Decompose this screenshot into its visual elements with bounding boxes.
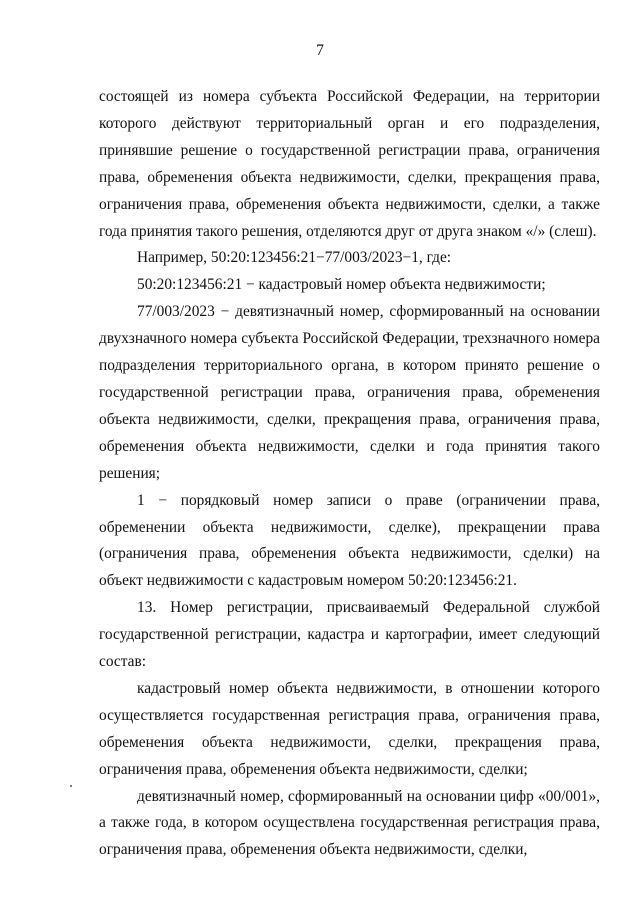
paragraph-cadastral-number: 50:20:123456:21 − кадастровый номер объекта недвижимости;	[137, 276, 546, 294]
margin-dot	[70, 785, 72, 787]
document-body	[99, 84, 600, 864]
paragraph-cadastral-component: кадастровый номер объекта недвижимости, в отношении которого осуществляется государственная регистрация права, ограничения права, обременения объекта недвижимости, сделки, прекращения права, ограничения права, обременения объекта недвижимости, сделки;	[99, 679, 600, 778]
paragraph-example: Например, 50:20:123456:21−77/003/2023−1, где:	[137, 249, 452, 267]
paragraph-continuation: состоящей из номера субъекта Российской Федерации, на территории которого действуют территориальный орган и его подразделения, принявшие решение о государственной регистрации права, ограничения права, обременения объекта недвижимости, сделки, прекращения права, ограничения права, обременения объекта недвижимости, сделки, а также года принятия такого решения, отделяются друг от друга знаком «/» (слеш).	[99, 88, 600, 240]
paragraph-sequence-number: 1 − порядковый номер записи о праве (ограничении права, обременении объекта недвижимости, сделке), прекращении права (ограничения права, обременения объекта недвижимости, сделки) на объект недвижимости с кадастровым номером 50:20:123456:21.	[99, 491, 600, 590]
paragraph-nine-digit-component: девятизначный номер, сформированный на основании цифр «00/001», а также года, в котором осуществлена государственная регистрация права, ограничения права, обременения объекта недвижимости, сделки,	[99, 787, 600, 859]
page-number: 7	[316, 42, 324, 59]
paragraph-nine-digit-number: 77/003/2023 − девятизначный номер, сформированный на основании двухзначного номера субъекта Российской Федерации, трехзначного номера подразделения территориального органа, в котором принято решение о государственной регистрации права, ограничения права, обременения объекта недвижимости, сделки, прекращения права, ограничения права, обременения объекта недвижимости, сделки и года принятия такого решения;	[99, 303, 600, 482]
paragraph-item-13: 13. Номер регистрации, присваиваемый Федеральной службой государственной регистрации, кадастра и картографии, имеет следующий состав:	[99, 599, 600, 671]
